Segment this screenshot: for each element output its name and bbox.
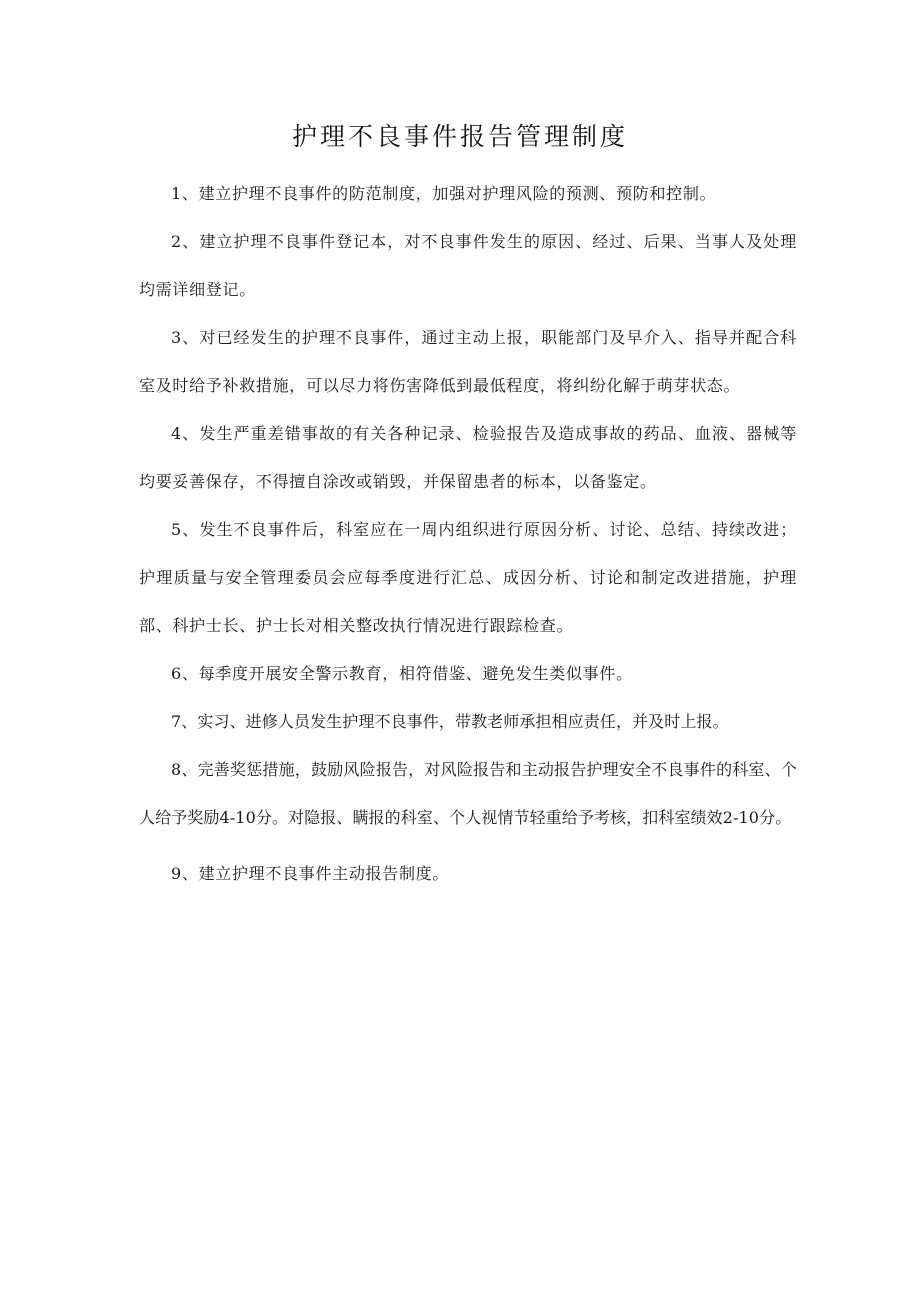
paragraph-9: 9、建立护理不良事件主动报告制度。 (171, 864, 450, 883)
paragraph-5: 5、发生不良事件后，科室应在一周内组织进行原因分析、讨论、总结、持续改进；护理质量与安全管理委员会应每季度进行汇总、成因分析、讨论和制定改进措施，护理部、科护士长、护士长对相关整改执行情况进行跟踪检查。 (139, 520, 797, 635)
document-title: 护理不良事件报告管理制度 (291, 122, 628, 151)
paragraph-6: 6、每季度开展安全警示教育，相符借鉴、避免发生类似事件。 (171, 664, 633, 683)
paragraph-1: 1、建立护理不良事件的防范制度，加强对护理风险的预测、预防和控制。 (171, 184, 717, 203)
paragraph-8: 8、完善奖惩措施，鼓励风险报告，对风险报告和主动报告护理安全不良事件的科室、个人给予奖励4-10分。对隐报、瞒报的科室、个人视情节轻重给予考核，扣科室绩效2-10分。 (139, 760, 797, 827)
paragraph-3: 3、对已经发生的护理不良事件，通过主动上报，职能部门及早介入、指导并配合科室及时给予补救措施，可以尽力将伤害降低到最低程度，将纠纷化解于萌芽状态。 (139, 328, 797, 395)
document-body (139, 170, 797, 898)
paragraph-2: 2、建立护理不良事件登记本，对不良事件发生的原因、经过、后果、当事人及处理均需详细登记。 (139, 232, 797, 299)
paragraph-4: 4、发生严重差错事故的有关各种记录、检验报告及造成事故的药品、血液、器械等均要妥善保存，不得擅自涂改或销毁，并保留患者的标本，以备鉴定。 (139, 424, 797, 491)
paragraph-7: 7、实习、进修人员发生护理不良事件，带教老师承担相应责任，并及时上报。 (171, 712, 729, 731)
